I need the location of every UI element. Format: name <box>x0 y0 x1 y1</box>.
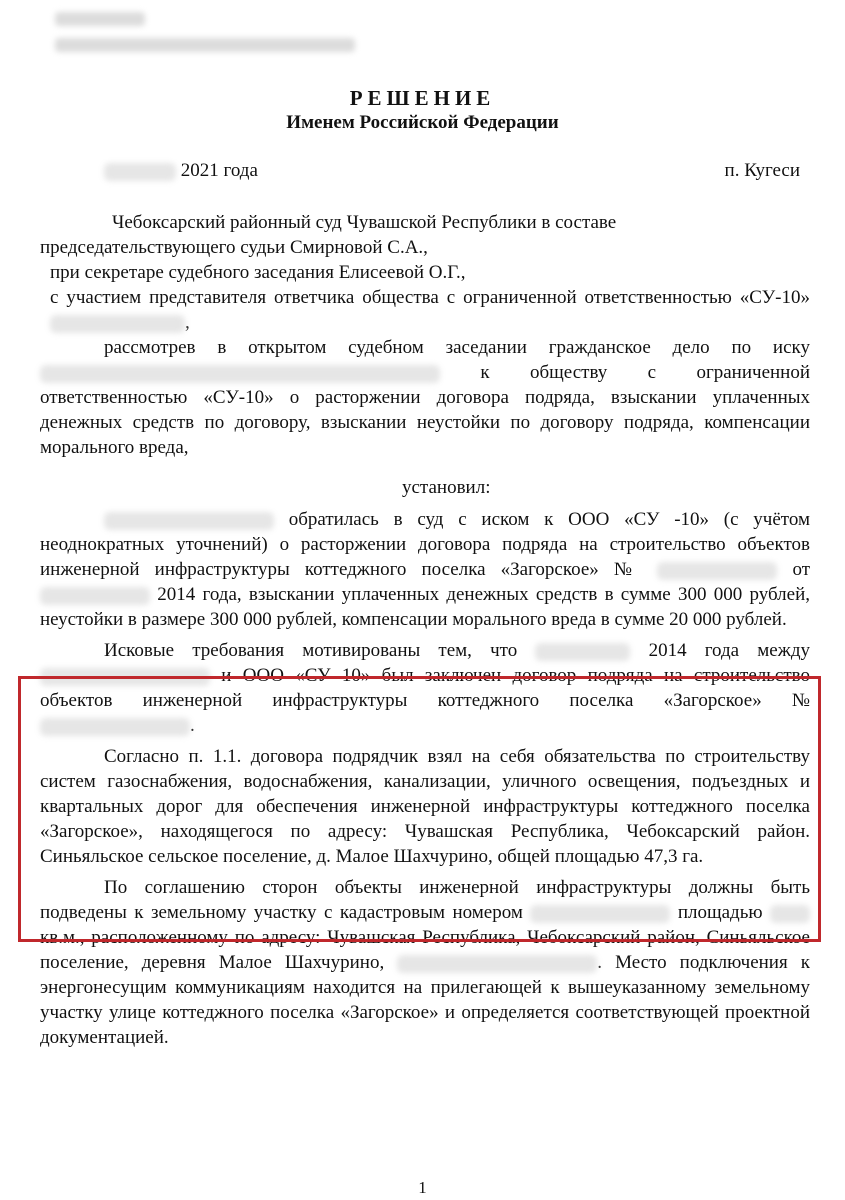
paragraph-text: Исковые требования мотивированы тем, что <box>104 640 518 661</box>
paragraph-text: площадью <box>677 902 763 923</box>
document-subtitle: Именем Российской Федерации <box>286 112 559 133</box>
paragraph-text: кв.м., расположенному по адресу: Чувашская Республика, Чебоксарский район, Синьяльское поселение, деревня Малое Шахчурино, <box>40 927 810 973</box>
paragraph-text: , <box>185 312 190 333</box>
paragraph: председательствующего судьи Смирновой С.А., <box>40 237 428 258</box>
highlight-frame <box>18 676 821 942</box>
redacted-address <box>397 955 597 973</box>
redacted-name <box>50 315 185 333</box>
page-number: 1 <box>418 1178 427 1197</box>
redacted-date <box>535 643 630 661</box>
paragraph: при секретаре судебного заседания Елисеевой О.Г., <box>50 262 466 283</box>
redacted-header-line <box>55 38 355 52</box>
redacted-date <box>104 163 176 181</box>
date-line <box>104 160 800 186</box>
date-text: 2021 года <box>180 160 258 181</box>
place-text: п. Кугеси <box>724 160 800 181</box>
redacted-name <box>104 512 274 530</box>
redacted-date <box>40 587 150 605</box>
paragraph <box>40 285 810 335</box>
paragraph-text: 2014 года, взыскании уплаченных денежных средств в сумме 300 000 рублей, неустойки в размере 300 000 рублей, компенсации морального вреда в сумме 20 000 рублей. <box>40 584 810 630</box>
paragraph <box>40 507 810 632</box>
paragraph <box>40 335 810 460</box>
redacted-header-line <box>55 12 145 26</box>
paragraph-text: . Место подключения к энергонесущим коммуникациям находится на прилегающей к вышеуказанному земельному участку улице коттеджного поселка «Загорское» и определяется соответствующей проектной документацией. <box>40 952 810 1048</box>
paragraph: Согласно п. 1.1. договора подрядчик взял на себя обязательства по строительству систем газоснабжения, водоснабжения, канализации, уличного освещения, подъездных и квартальных дорог для обеспечения инженерной инфраструктуры коттеджного поселка «Загорское», находящегося по адресу: Чувашская Республика, Чебоксарский район. Синьяльское сельское поселение, д. Малое Шахчурино, общей площадью 47,3 га. <box>40 746 810 867</box>
redacted-number <box>657 562 777 580</box>
paragraph-text: к обществу с ограниченной ответственностью «СУ-10» о расторжении договора подряда, взыскании уплаченных денежных средств по договору, взыскании неустойки по договору подряда, компенсации морального вреда, <box>40 362 811 458</box>
paragraph-text: рассмотрев в открытом судебном заседании гражданское дело по иску <box>104 337 810 358</box>
paragraph-text: и ООО «СУ 10» был заключен договор подряда на строительство объектов инженерной инфраструктуры коттеджного поселка «Загорское» № <box>40 665 810 711</box>
redacted-name <box>40 365 440 383</box>
paragraph-text: 2014 года между <box>648 640 811 661</box>
paragraph-text: обратилась в суд с иском к ООО «СУ -10» (с учётом неоднократных уточнений) о расторжении договора подряда на строительство объектов инженерной инфраструктуры коттеджного поселка «Загорское» № <box>40 509 810 580</box>
document-title: РЕШЕНИЕ <box>349 86 496 110</box>
established-heading: установил: <box>402 477 491 498</box>
paragraph-text: с участием представителя ответчика общества с ограниченной ответственностью «СУ-10» <box>50 287 810 308</box>
paragraph-text: от <box>792 559 811 580</box>
paragraph-text: По соглашению сторон объекты инженерной инфраструктуры должны быть подведены к земельному участку с кадастровым номером <box>40 877 810 923</box>
paragraph: Чебоксарский районный суд Чувашской Республики в составе <box>112 212 617 233</box>
paragraph-text: . <box>190 715 195 736</box>
